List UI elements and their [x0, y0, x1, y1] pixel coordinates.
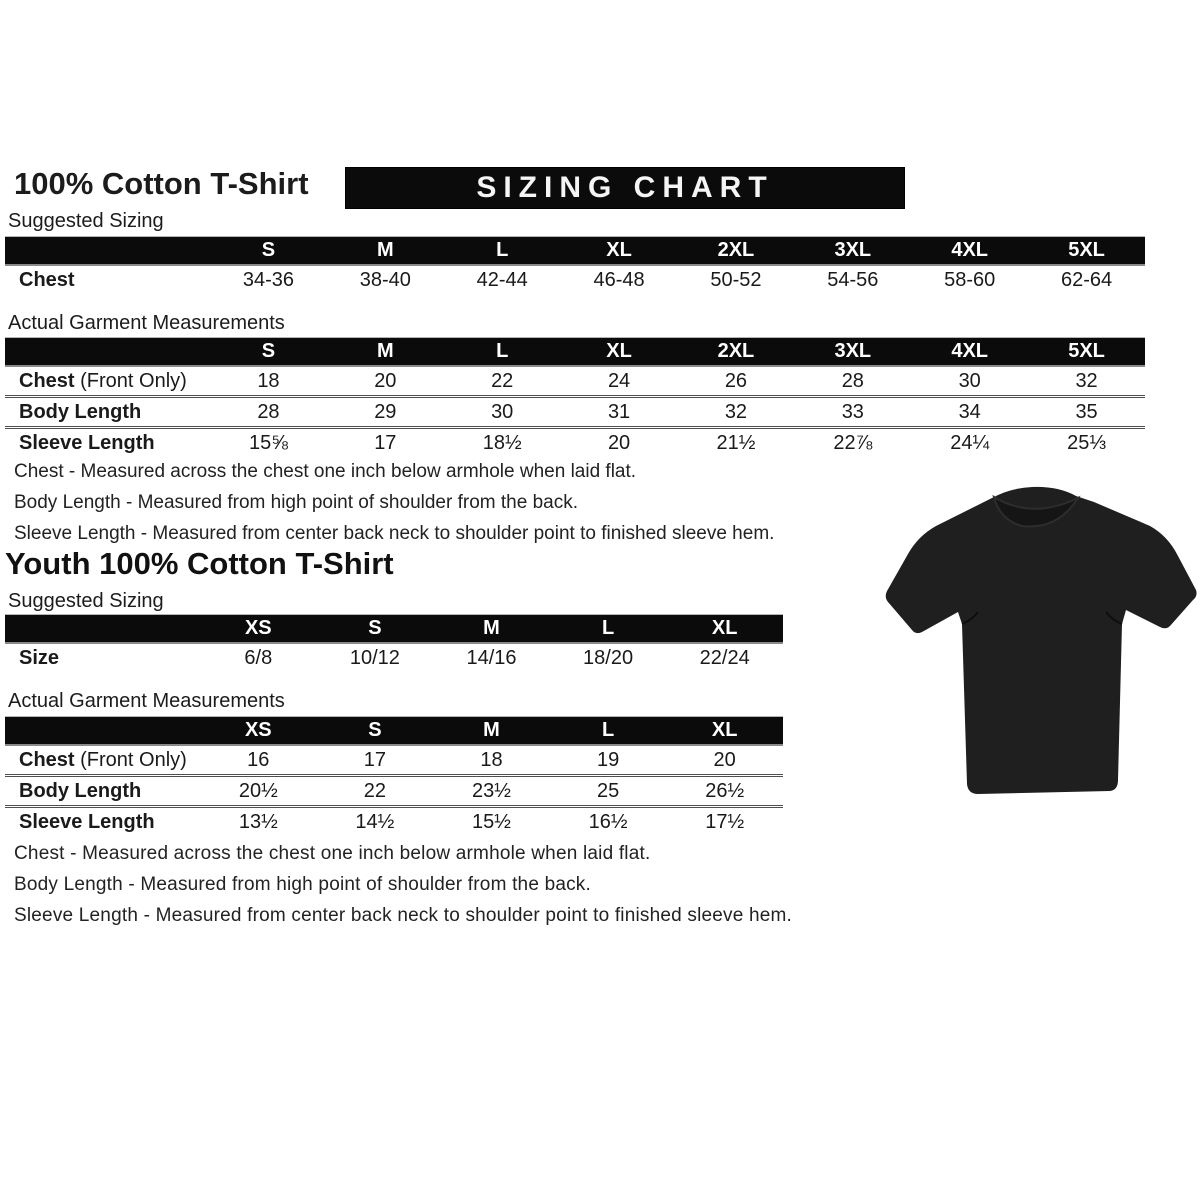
size-column-header: 5XL: [1068, 340, 1105, 362]
measurement-cell: 18: [480, 748, 503, 771]
measurement-cell: 30: [491, 400, 514, 423]
table-header-row: [5, 337, 1145, 367]
row-label: [5, 269, 210, 292]
youth-suggested-sizing-label: Suggested Sizing: [8, 590, 164, 612]
note-chest: Chest - Measured across the chest one inch below armhole when laid flat.: [14, 843, 651, 864]
row-label-bold: Sleeve Length: [19, 810, 155, 833]
row-label-bold: Chest: [19, 369, 75, 392]
tshirt-product-image: [882, 474, 1200, 819]
table-header-row: [5, 614, 783, 644]
measurement-cell: 18: [257, 369, 280, 392]
measurement-cell: 17: [363, 748, 387, 771]
measurement-cell: 18½: [482, 431, 522, 454]
measurement-cell: 35: [1075, 400, 1098, 423]
adult-measurement-notes: [14, 456, 774, 549]
measurement-cell: 18/20: [583, 646, 634, 669]
table-row: [5, 426, 1145, 457]
youth-actual-measurements-label: Actual Garment Measurements: [8, 690, 285, 712]
measurement-cell: 15½: [472, 810, 511, 833]
row-label: [5, 811, 200, 834]
row-label: [5, 370, 210, 393]
measurement-cell: 13½: [238, 810, 278, 833]
measurement-cell: 10/12: [349, 646, 400, 669]
row-label-suffix: (Front Only): [74, 748, 187, 771]
table-header-row: [5, 716, 783, 746]
measurement-cell: 23½: [472, 779, 511, 802]
table-row: [5, 774, 783, 805]
row-label: [5, 432, 210, 455]
measurement-cell: 32: [724, 400, 748, 423]
size-column-header: 2XL: [717, 239, 755, 261]
measurement-cell: 29: [374, 400, 397, 423]
measurement-cell: 20: [374, 369, 397, 392]
measurement-cell: 25: [596, 779, 620, 802]
measurement-cell: 14½: [355, 810, 395, 833]
row-label-suffix: (Front Only): [74, 369, 187, 392]
adult-suggested-sizing-label: Suggested Sizing: [8, 210, 164, 232]
measurement-cell: 22: [491, 369, 514, 392]
measurement-cell: 34-36: [242, 268, 295, 291]
adult-actual-measurements-label: Actual Garment Measurements: [8, 312, 285, 334]
row-label-bold: Body Length: [19, 400, 142, 423]
row-label-bold: Size: [19, 646, 60, 669]
measurement-cell: 54-56: [827, 268, 879, 291]
measurement-cell: 38-40: [359, 268, 411, 291]
measurement-cell: 20½: [238, 779, 278, 802]
size-column-header: L: [496, 239, 509, 261]
table-row: [5, 805, 783, 836]
measurement-cell: 25⅓: [1067, 431, 1107, 454]
size-column-header: XS: [244, 617, 272, 639]
row-label: [5, 647, 200, 670]
row-label: [5, 401, 210, 424]
size-column-header: M: [376, 340, 394, 362]
size-column-header: M: [483, 719, 500, 741]
measurement-cell: 28: [257, 400, 280, 423]
page-title: 100% Cotton T-Shirt: [14, 166, 309, 201]
measurement-cell: 26: [724, 369, 748, 392]
note-body-length: Body Length - Measured from high point of shoulder from the back.: [14, 492, 578, 513]
youth-suggested-sizing-table: [5, 614, 795, 672]
measurement-cell: 20: [607, 431, 631, 454]
note-sleeve-length: Sleeve Length - Measured from center back neck to shoulder point to finished sleeve hem.: [14, 905, 793, 926]
measurement-cell: 16½: [588, 810, 628, 833]
table-row: [5, 644, 783, 672]
black-tshirt-icon: [882, 474, 1200, 819]
measurement-cell: 32: [1075, 369, 1098, 392]
size-column-header: M: [483, 617, 500, 639]
measurement-cell: 17: [374, 431, 397, 454]
measurement-cell: 24: [607, 369, 631, 392]
size-column-header: S: [261, 340, 276, 362]
row-label: [5, 749, 200, 772]
size-column-header: 5XL: [1068, 239, 1105, 261]
table-header-row: [5, 236, 1145, 266]
measurement-cell: 42-44: [476, 268, 528, 291]
measurement-cell: 22⅞: [833, 431, 873, 454]
measurement-cell: 31: [607, 400, 631, 423]
measurement-cell: 20: [713, 748, 736, 771]
measurement-cell: 33: [841, 400, 864, 423]
measurement-cell: 50-52: [710, 268, 762, 291]
measurement-cell: 28: [841, 369, 864, 392]
youth-section-title: Youth 100% Cotton T-Shirt: [5, 546, 394, 581]
size-column-header: 2XL: [717, 340, 755, 362]
table-row: [5, 746, 783, 774]
size-column-header: XL: [711, 719, 738, 741]
measurement-cell: 26½: [705, 779, 745, 802]
size-column-header: M: [376, 239, 394, 261]
measurement-cell: 24¼: [950, 431, 990, 454]
row-label: [5, 780, 200, 803]
measurement-cell: 19: [596, 748, 620, 771]
table-row: [5, 367, 1145, 395]
adult-suggested-sizing-table: [5, 236, 1185, 294]
row-label-bold: Body Length: [19, 779, 142, 802]
note-chest: Chest - Measured across the chest one inch below armhole when laid flat.: [14, 461, 637, 482]
measurement-cell: 46-48: [593, 268, 645, 291]
size-column-header: 4XL: [951, 239, 989, 261]
measurement-cell: 58-60: [944, 268, 996, 291]
size-column-header: 3XL: [834, 239, 872, 261]
measurement-cell: 15⅝: [248, 431, 288, 454]
adult-actual-measurements-table: [5, 337, 1185, 457]
sizing-chart-banner: SIZING CHART: [345, 167, 905, 209]
size-column-header: L: [601, 617, 615, 639]
measurement-cell: 62-64: [1060, 268, 1113, 291]
size-column-header: L: [601, 719, 615, 741]
size-column-header: XL: [711, 617, 738, 639]
size-column-header: XS: [244, 719, 272, 741]
table-row: [5, 395, 1145, 426]
measurement-cell: 16: [247, 748, 270, 771]
measurement-cell: 17½: [705, 810, 745, 833]
size-column-header: S: [261, 239, 276, 261]
row-label-bold: Chest: [19, 268, 75, 291]
measurement-cell: 34: [958, 400, 981, 423]
size-column-header: XL: [606, 239, 632, 261]
row-label-bold: Sleeve Length: [19, 431, 155, 454]
note-body-length: Body Length - Measured from high point of shoulder from the back.: [14, 874, 591, 895]
table-row: [5, 266, 1145, 294]
measurement-cell: 22/24: [699, 646, 750, 669]
youth-actual-measurements-table: [5, 716, 795, 836]
size-column-header: 3XL: [834, 340, 872, 362]
measurement-cell: 14/16: [466, 646, 517, 669]
measurement-cell: 30: [958, 369, 981, 392]
size-column-header: S: [368, 719, 382, 741]
size-column-header: L: [496, 340, 509, 362]
size-column-header: XL: [606, 340, 632, 362]
size-column-header: S: [368, 617, 382, 639]
youth-measurement-notes: [14, 838, 792, 931]
note-sleeve-length: Sleeve Length - Measured from center back neck to shoulder point to finished sleeve hem.: [14, 523, 775, 544]
measurement-cell: 6/8: [244, 646, 273, 669]
measurement-cell: 22: [363, 779, 387, 802]
measurement-cell: 21½: [716, 431, 756, 454]
row-label-bold: Chest: [19, 748, 75, 771]
size-column-header: 4XL: [951, 340, 989, 362]
